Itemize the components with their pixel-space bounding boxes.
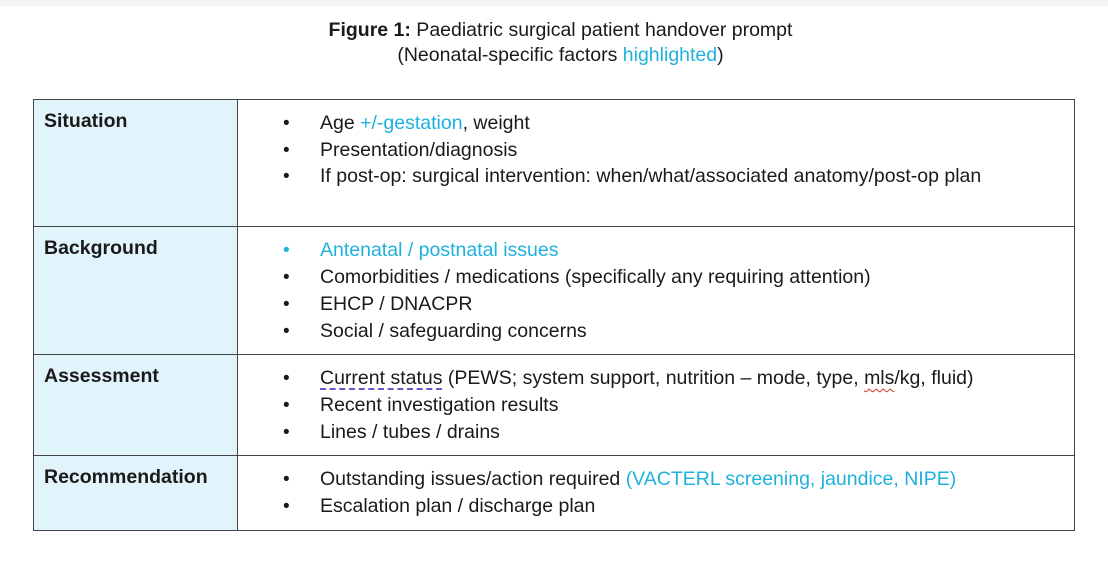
row-recommendation bbox=[34, 456, 1075, 531]
label-recommendation: Recommendation bbox=[34, 456, 238, 531]
content-recommendation bbox=[238, 456, 1075, 531]
list-item bbox=[238, 466, 1074, 493]
figure-title: Paediatric surgical patient handover prompt bbox=[410, 19, 793, 41]
list-item: • If post-op: surgical intervention: when/what/associated anatomy/post-op plan bbox=[238, 164, 1074, 189]
row-background bbox=[34, 227, 1075, 355]
list-item bbox=[238, 110, 1074, 137]
figure-subtitle-open: (Neonatal-specific factors bbox=[397, 44, 623, 66]
list-item: • Escalation plan / discharge plan bbox=[238, 493, 1074, 520]
list-item: • Presentation/diagnosis bbox=[238, 137, 1074, 164]
status-middle: (PEWS; system support, nutrition – mode, type, bbox=[442, 367, 865, 389]
age-prefix: Age bbox=[320, 112, 361, 134]
list-item: • Lines / tubes / drains bbox=[238, 419, 1074, 446]
list-item: • EHCP / DNACPR bbox=[238, 291, 1074, 318]
label-situation: Situation bbox=[34, 100, 238, 227]
recommendation-list bbox=[238, 456, 1074, 520]
status-end: /kg, fluid) bbox=[894, 367, 974, 389]
content-situation bbox=[238, 100, 1075, 227]
figure-label: Figure 1: bbox=[328, 19, 411, 41]
list-item: • Comorbidities / medications (specifically any requiring attention) bbox=[238, 264, 1074, 291]
content-background bbox=[238, 227, 1075, 355]
label-background: Background bbox=[34, 227, 238, 355]
figure-caption bbox=[0, 18, 1108, 68]
list-item: • Recent investigation results bbox=[238, 392, 1074, 419]
figure-subtitle-highlight: highlighted bbox=[622, 44, 718, 66]
background-list bbox=[238, 227, 1074, 345]
sbar-table bbox=[33, 99, 1075, 531]
assessment-list bbox=[238, 355, 1074, 446]
status-underlined: Current status bbox=[320, 367, 443, 389]
row-situation bbox=[34, 100, 1075, 227]
status-misspelled: mls bbox=[864, 367, 895, 389]
outstanding-highlight: (VACTERL screening, jaundice, NIPE) bbox=[625, 468, 957, 490]
content-assessment bbox=[238, 355, 1075, 456]
situation-list bbox=[238, 100, 1074, 189]
list-item: • Social / safeguarding concerns bbox=[238, 318, 1074, 345]
age-suffix: , weight bbox=[462, 112, 530, 134]
label-assessment: Assessment bbox=[34, 355, 238, 456]
figure-subtitle-close: ) bbox=[717, 44, 724, 66]
outstanding-prefix: Outstanding issues/action required bbox=[320, 468, 626, 490]
list-item: • Antenatal / postnatal issues bbox=[238, 237, 1074, 264]
figure-subtitle-line bbox=[0, 43, 1108, 68]
age-highlight: +/-gestation bbox=[360, 112, 463, 134]
figure-title-line bbox=[0, 18, 1108, 43]
row-assessment bbox=[34, 355, 1075, 456]
top-strip bbox=[0, 0, 1108, 6]
list-item bbox=[238, 365, 1074, 392]
